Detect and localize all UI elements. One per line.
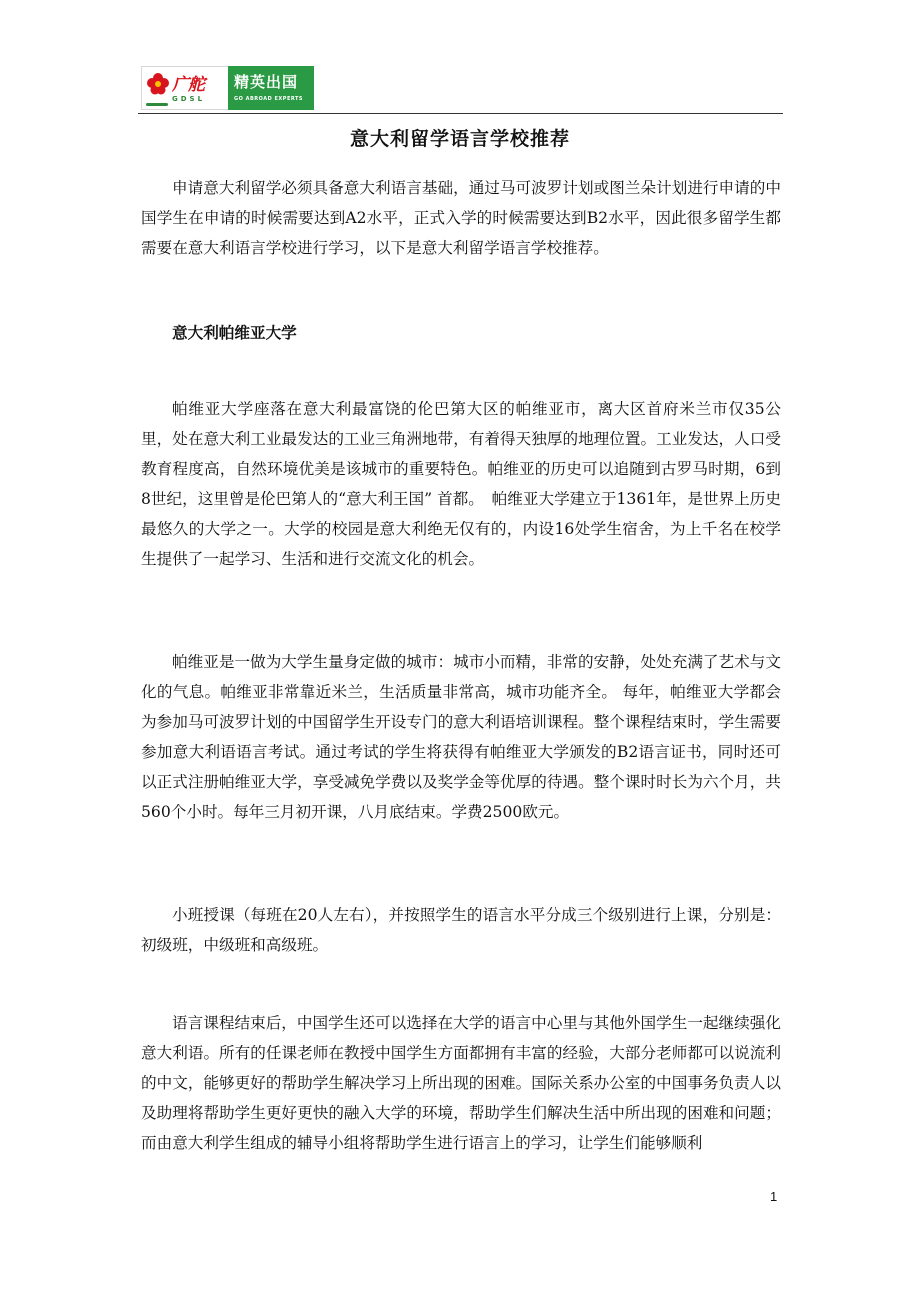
logo-brand-block (141, 66, 228, 110)
body-paragraph: 帕维亚是一做为大学生量身定做的城市：城市小而精，非常的安静，处处充满了艺术与文化的气息。帕维亚非常靠近米兰，生活质量非常高，城市功能齐全。 每年，帕维亚大学都会为参加马可波罗计划的中国留学生开设专门的意大利语培训课程。整个课程结束时，学生需要参加意大利语语言考试。通过考试的学生将获得有帕维亚大学颁发的B2语言证书，同时还可以正式注册帕维亚大学，享受减免学费以及奖学金等优厚的待遇。整个课时时长为六个月，共560个小时。每年三月初开课，八月底结束。学费2500欧元。 (141, 653, 781, 821)
logo-tag-text: 精英出国 (234, 73, 299, 91)
flower-icon (146, 72, 170, 96)
body-paragraph: 小班授课（每班在20人左右），并按照学生的语言水平分成三个级别进行上课，分别是：初级班，中级班和高级班。 (141, 906, 781, 954)
section-heading: 意大利帕维亚大学 (172, 324, 297, 342)
logo-brand-text: 广舵 (172, 75, 204, 95)
intro-paragraph: 申请意大利留学必须具备意大利语言基础，通过马可波罗计划或图兰朵计划进行申请的中国学生在申请的时候需要达到A2水平，正式入学的时候需要达到B2水平，因此很多留学生都需要在意大利语言学校进行学习，以下是意大利留学语言学校推荐。 (141, 179, 781, 257)
company-logo (141, 66, 314, 110)
body-paragraph: 帕维亚大学座落在意大利最富饶的伦巴第大区的帕维亚市，离大区首府米兰市仅35公里，处在意大利工业最发达的工业三角洲地带，有着得天独厚的地理位置。工业发达，人口受教育程度高，自然环境优美是该城市的重要特色。帕维亚的历史可以追随到古罗马时期，6到8世纪，这里曾是伦巴第人的“意大利王国” 首都。 帕维亚大学建立于1361年，是世界上历史最悠久的大学之一。大学的校园是意大利绝无仅有的，内设16处学生宿舍，为上千名在校学生提供了一起学习、生活和进行交流文化的机会。 (141, 400, 781, 568)
logo-tag-english: GO ABROAD EXPERTS (234, 96, 303, 102)
logo-tag-block (228, 66, 314, 110)
page-number: 1 (770, 1189, 778, 1204)
logo-underline (146, 103, 168, 106)
body-paragraph: 语言课程结束后，中国学生还可以选择在大学的语言中心里与其他外国学生一起继续强化意大利语。所有的任课老师在教授中国学生方面都拥有丰富的经验，大部分老师都可以说流利的中文，能够更好的帮助学生解决学习上所出现的困难。国际关系办公室的中国事务负责人以及助理将帮助学生更好更快的融入大学的环境，帮助学生们解决生活中所出现的困难和问题；而由意大利学生组成的辅导小组将帮助学生进行语言上的学习，让学生们能够顺利 (141, 1014, 781, 1152)
document-title: 意大利留学语言学校推荐 (349, 128, 570, 150)
header-divider (138, 113, 783, 114)
logo-brand-subtext: GDSL (172, 95, 206, 103)
